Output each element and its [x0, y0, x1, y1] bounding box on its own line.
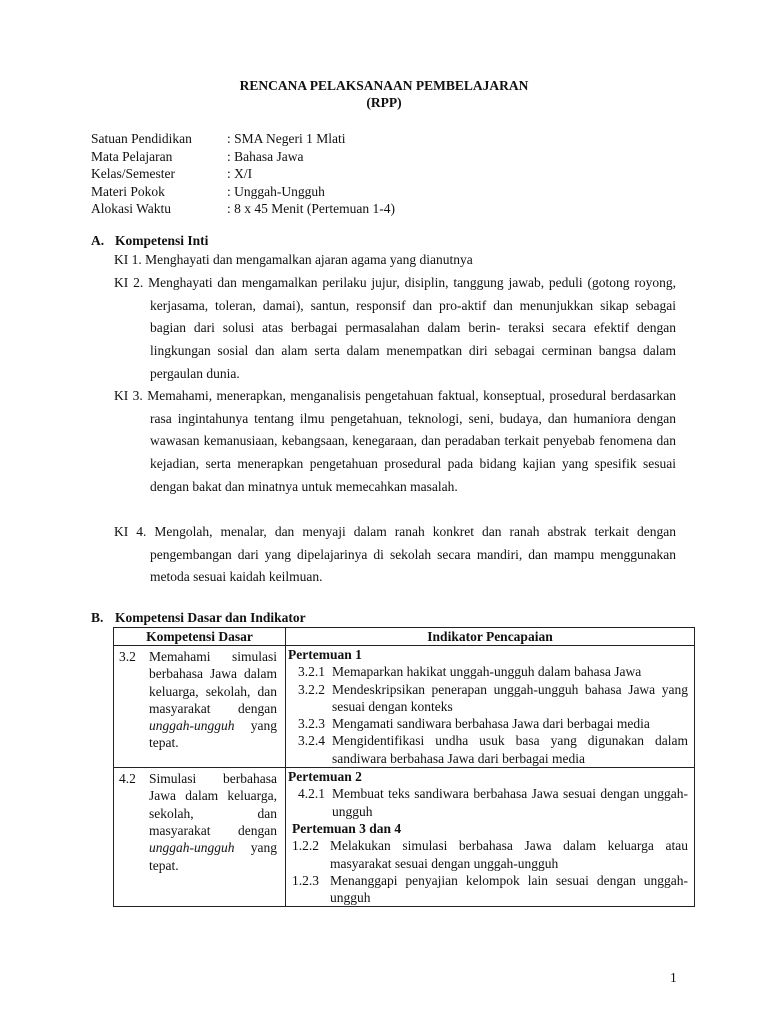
- indicator-item: 4.2.1 Membuat teks sandiwara berbahasa Jawa sesuai dengan unggah-ungguh: [298, 786, 688, 819]
- table-row: [114, 646, 695, 768]
- column-header-indicator: Indikator Pencapaian: [286, 628, 695, 646]
- competency-table: [113, 627, 695, 907]
- ki-text: KI 2. Menghayati dan mengamalkan perilaku jujur, disiplin, tanggung jawab, peduli (gotong royong, kerjasama, toleran, damai), santun, responsif dan pro-aktif dan menunjukkan sikap sebagai bagian dari solusi atas berbagai permasalahan dalam berin- teraksi secara efektif dengan lingkungan sosial dan alam serta dalam menempatkan diri sebagai cerminan bangsa dalam pergaulan dunia.: [114, 275, 676, 381]
- identity-value: : SMA Negeri 1 Mlati: [227, 131, 346, 146]
- identity-row: [91, 148, 395, 166]
- identity-label: Satuan Pendidikan: [91, 131, 192, 146]
- section-letter: B.: [91, 610, 104, 625]
- kd-cell: [114, 646, 286, 768]
- meeting-label: Pertemuan 1: [288, 647, 362, 662]
- document-title: RENCANA PELAKSANAAN PEMBELAJARAN: [239, 78, 529, 93]
- kd-number: 4.2: [119, 771, 136, 787]
- identity-block: [91, 130, 395, 218]
- indicator-item: 1.2.2 Melakukan simulasi berbahasa Jawa dalam keluarga atau masyarakat sesuai dengan unggah-ungguh: [292, 838, 688, 871]
- table-header-row: [114, 628, 695, 646]
- ki-3: [114, 385, 676, 499]
- table-row: [114, 768, 695, 907]
- indicator-item: 3.2.4 Mengidentifikasi undha usuk basa yang digunakan dalam sandiwara berbahasa Jawa dari berbagai media: [298, 733, 688, 766]
- identity-row: [91, 200, 395, 218]
- identity-value: : Bahasa Jawa: [227, 148, 304, 164]
- kd-number: 3.2: [119, 649, 136, 664]
- section-b-heading: [91, 610, 306, 626]
- identity-label: Alokasi Waktu: [91, 201, 172, 216]
- ki-4: [114, 521, 676, 589]
- kd-cell: [114, 768, 286, 907]
- ki-2: [114, 272, 676, 386]
- indicator-cell: [286, 768, 695, 907]
- ki-text: KI 4. Mengolah, menalar, dan menyaji dalam ranah konkret dan ranah abstrak terkait dengan pengembangan dari yang dipelajarinya di sekolah secara mandiri, dan mampu menggunakan metoda sesuai kaidah keilmuan.: [114, 524, 676, 585]
- identity-value: : Unggah-Ungguh: [227, 183, 325, 199]
- meeting-label: Pertemuan 2: [288, 769, 362, 785]
- column-header-kd: Kompetensi Dasar: [114, 628, 286, 646]
- indicator-item: 3.2.2 Mendeskripsikan penerapan unggah-ungguh bahasa Jawa yang sesuai dengan konteks: [298, 681, 688, 714]
- identity-row: [91, 165, 395, 183]
- identity-label: Kelas/Semester: [91, 166, 175, 181]
- kd-text: Memahami simulasi berbahasa Jawa dalam keluarga, sekolah, dan masyarakat dengan unggah-ungguh yang tepat.: [149, 649, 277, 751]
- meeting-label: Pertemuan 3 dan 4: [292, 820, 402, 836]
- section-a-heading: [91, 233, 208, 249]
- kd-italic-term: unggah-ungguh: [149, 718, 235, 734]
- identity-row: [91, 183, 395, 201]
- indicator-item: 1.2.3 Menanggapi penyajian kelompok lain sesuai dengan unggah-ungguh: [292, 872, 688, 906]
- kd-text: Simulasi berbahasa Jawa dalam keluarga, sekolah, dan masyarakat dengan unggah-ungguh yang tepat.: [149, 771, 277, 873]
- ki-text: KI 3. Memahami, menerapkan, menganalisis pengetahuan faktual, konseptual, prosedural berdasarkan rasa ingintahunya tentang ilmu pengetahuan, teknologi, seni, budaya, dan humaniora dengan wawasan kemanusiaan, kebangsaan, kenegaraan, dan peradaban terkait penyebab fenomena dan kejadian, serta menerapkan pengetahuan prosedural pada bidang kajian yang spesifik sesuai dengan bakat dan minatnya untuk memecahkan masalah.: [114, 388, 676, 494]
- indicator-item: 3.2.3 Mengamati sandiwara berbahasa Jawa dari berbagai media: [298, 716, 650, 732]
- indicator-item: 3.2.1 Memaparkan hakikat unggah-ungguh dalam bahasa Jawa: [298, 664, 642, 680]
- indicator-cell: [286, 646, 695, 768]
- identity-label: Mata Pelajaran: [91, 148, 173, 164]
- identity-value: : 8 x 45 Menit (Pertemuan 1-4): [227, 201, 395, 216]
- identity-label: Materi Pokok: [91, 183, 165, 199]
- section-title: Kompetensi Dasar dan Indikator: [115, 610, 306, 625]
- identity-value: : X/I: [227, 166, 253, 181]
- document-subtitle: (RPP): [366, 95, 402, 110]
- kd-italic-term: unggah-ungguh: [149, 840, 235, 856]
- section-title: Kompetensi Inti: [115, 233, 209, 248]
- ki-1: [114, 249, 676, 272]
- section-letter: A.: [91, 233, 105, 248]
- ki-text: KI 1. Menghayati dan mengamalkan ajaran agama yang dianutnya: [114, 252, 473, 267]
- page-number: 1: [670, 970, 677, 985]
- identity-row: [91, 130, 395, 148]
